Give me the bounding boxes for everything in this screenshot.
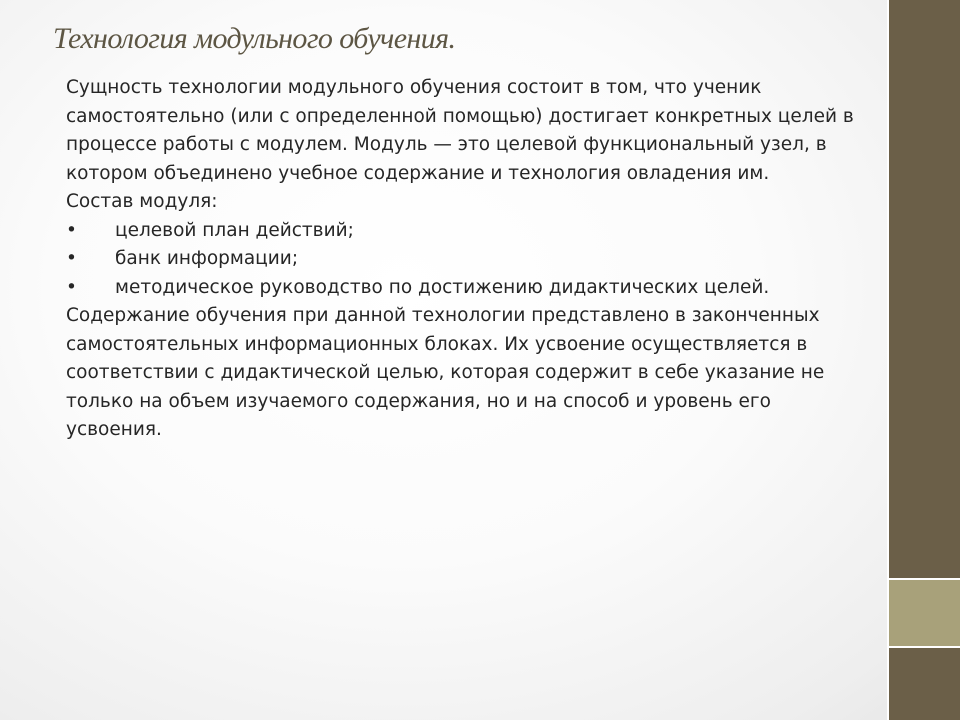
bullet-icon: • [66,248,77,269]
intro-paragraph: Сущность технологии модульного обучения состоит в том, что ученик самостоятельно (или с определенной помощью) достигает конкретных целей в процессе работы с модулем. Модуль — это целевой функциональный узел, в котором объединено учебное содержание и технология овладения им. [66,77,854,184]
list-item [66,274,866,303]
list-item-text: методическое руководство по достижению дидактических целей. [115,276,770,298]
slide-body [66,74,866,445]
module-composition-list [66,217,866,303]
slide-title: Технология модульного обучения. [53,22,456,55]
list-item-text: целевой план действий; [115,219,354,241]
closing-paragraph: Содержание обучения при данной технологии представлено в законченных самостоятельных информационных блоках. Их усвоение осуществляется в соответствии с дидактической целью, которая содержит в себе указание не только на объем изучаемого содержания, но и на способ и уровень его усвоения. [66,305,825,440]
composition-heading: Состав модуля: [66,191,218,212]
bullet-icon: • [66,276,77,298]
bullet-icon: • [66,219,77,241]
side-decor-accent-block [887,578,960,648]
list-item [66,245,866,274]
list-item [66,217,866,246]
list-item-text: банк информации; [115,248,299,269]
